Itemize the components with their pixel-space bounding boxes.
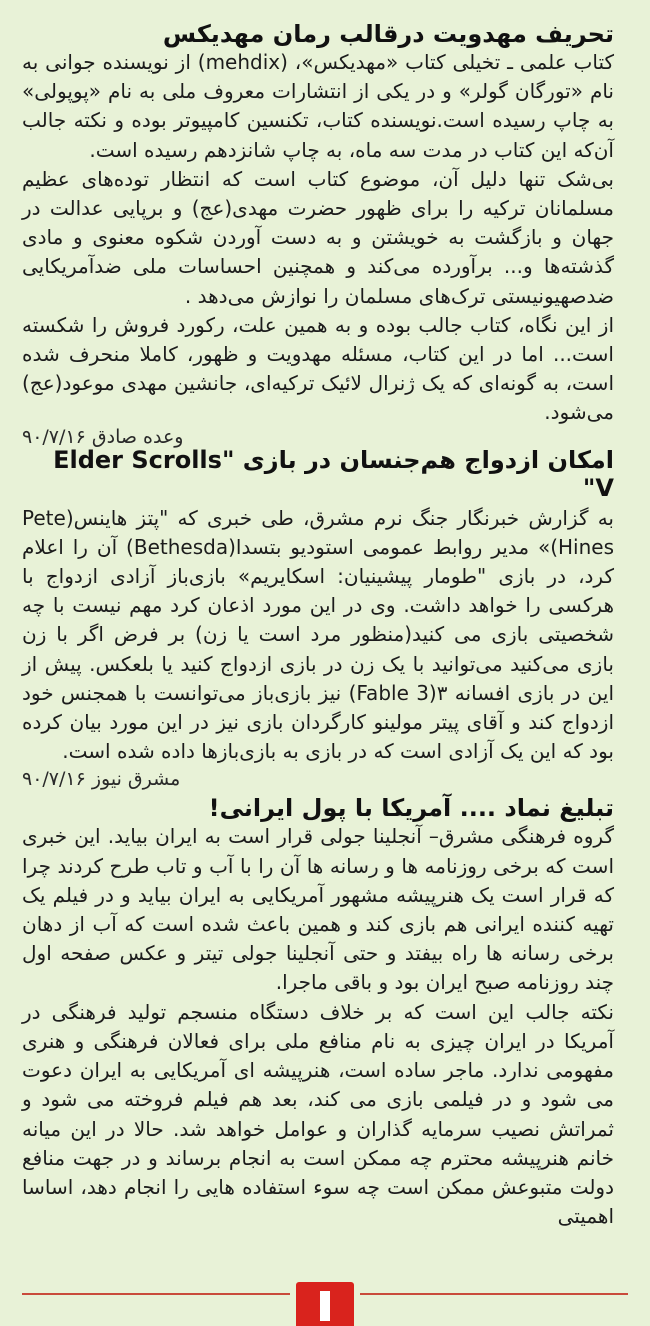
page-number-mark [320,1291,330,1321]
article-paragraph: نکته جالب این است که بر خلاف دستگاه منسجم تولید فرهنگی در آمریکا در ایران چیزی به نام منافع ملی برای فعالان فرهنگی و هنری مفهومی ندارد. ماجر ساده است، هنرپیشه ای آمریکایی به ایران دعوت می شود و در فیلمی بازی می کند، بعد هم فیلم فروخته می شود و ثمراتش نصیب سرمایه گذاران و عوامل خواهد شد. حالا در این میانه خانم هنرپیشه محترم چه ممکن است به انجام برساند و در جهت منافع دولت متبوعش ممکن است چه سوء استفاده هایی را انجام دهد، اساسا اهمیتی [22,999,614,1229]
article-paragraph: کتاب علمی ـ تخیلی کتاب «مهدیکس»، (mehdix) از نویسنده جوانی به نام «تورگان گولر» و در یکی از انتشارات معروف ملی به نام «پوپولی» به چاپ رسیده است.نویسنده کتاب، تکنسین کامپیوتر بوده و نکته جالب آن‌که این کتاب در مدت سه ماه، به چاپ شانزدهم رسیده است. [22,50,614,162]
page-footer [0,1282,650,1326]
footer-divider-right [360,1293,628,1295]
article-elder-scrolls [22,446,614,793]
article-paragraph: گروه فرهنگی مشرق– آنجلینا جولی قرار است به ایران بیاید. این خبری است که برخی روزنامه ها و رسانه ها آن را با آب و تاب طرح کردند چرا که قرار است یک هنرپیشه مشهور آمریکایی به ایران بیاید و در فیلم یک تهیه کننده ایرانی هم بازی کند و همین باعث شده است که آب از دهان برخی رسانه ها راه بیفتد و حتی آنجلینا جولی تیتر و عکس صفحه اول چند روزنامه صبح ایران بود و باقی ماجرا. [22,824,614,995]
article-headline: تبلیغ نماد .... آمریکا با پول ایرانی! [208,794,614,823]
article-headline: امکان ازدواج هم‌جنسان در بازی "Elder Scrolls V" [53,445,614,502]
article-paragraph: به گزارش خبرنگار جنگ نرم مشرق، طی خبری که "پتز هاینس(Pete Hines)» مدیر روابط عمومی استودیو بتسدا(Bethesda) آن را اعلام کرد، در بازی "طومار پیشینیان: اسکایریم» بازی‌باز آزادی ازدواج با هرکسی را خواهد داشت. وی در این مورد اذعان کرد مهم نیست با چه شخصیتی بازی می کنید(منظور مرد است یا زن) بر فرض اگر با زن بازی می‌کنید می‌توانید با یک زن در بازی ازدواج کنید یا بلعکس. پیش از این در بازی افسانه ۳(Fable 3) نیز بازی‌باز می‌توانست با همجنس خود ازدواج کند و آقای پیتر مولینو کارگردان بازی نیز در این مورد بیان کرده بود که این یک آزادی است که در بازی به بازی‌بازها داده شده است. [22,505,615,764]
article-headline: تحریف مهدویت درقالب رمان مهدیکس [162,20,614,48]
article-paragraph: از این نگاه، کتاب جالب بوده و به همین علت، رکورد فروش را شکسته است... اما در این کتاب، مسئله مهدویت و ظهور، کاملا منحرف شده است، به گونه‌ای که یک ژنرال لائیک ترکیه‌ای، جانشین مهدی موعود(عج) می‌شود. [22,312,614,425]
article-angelina-jolie [22,794,614,1231]
footer-divider-left [22,1293,290,1295]
article-byline: وعده صادق ۹۰/۷/۱۶ [22,425,184,448]
article-byline: مشرق نیوز ۹۰/۷/۱۶ [22,768,181,791]
article-paragraph: بی‌شک تنها دلیل آن، موضوع کتاب است که انتظار توده‌های عظیم مسلمانان ترکیه را برای ظهور حضرت مهدی(عج) و برپایی عدالت در جهان و بازگشت به خویشتن و به دست آوردن شکوه معنوی و مادی گذشته‌ها و... برآورده می‌کند و همچنین احساسات ملی ضدآمریکایی ضدصهیونیستی ترک‌های مسلمان را نوازش می‌دهد . [22,166,614,308]
article-mahdix [22,20,614,450]
page-number-badge [296,1282,354,1326]
news-column [8,8,628,1280]
